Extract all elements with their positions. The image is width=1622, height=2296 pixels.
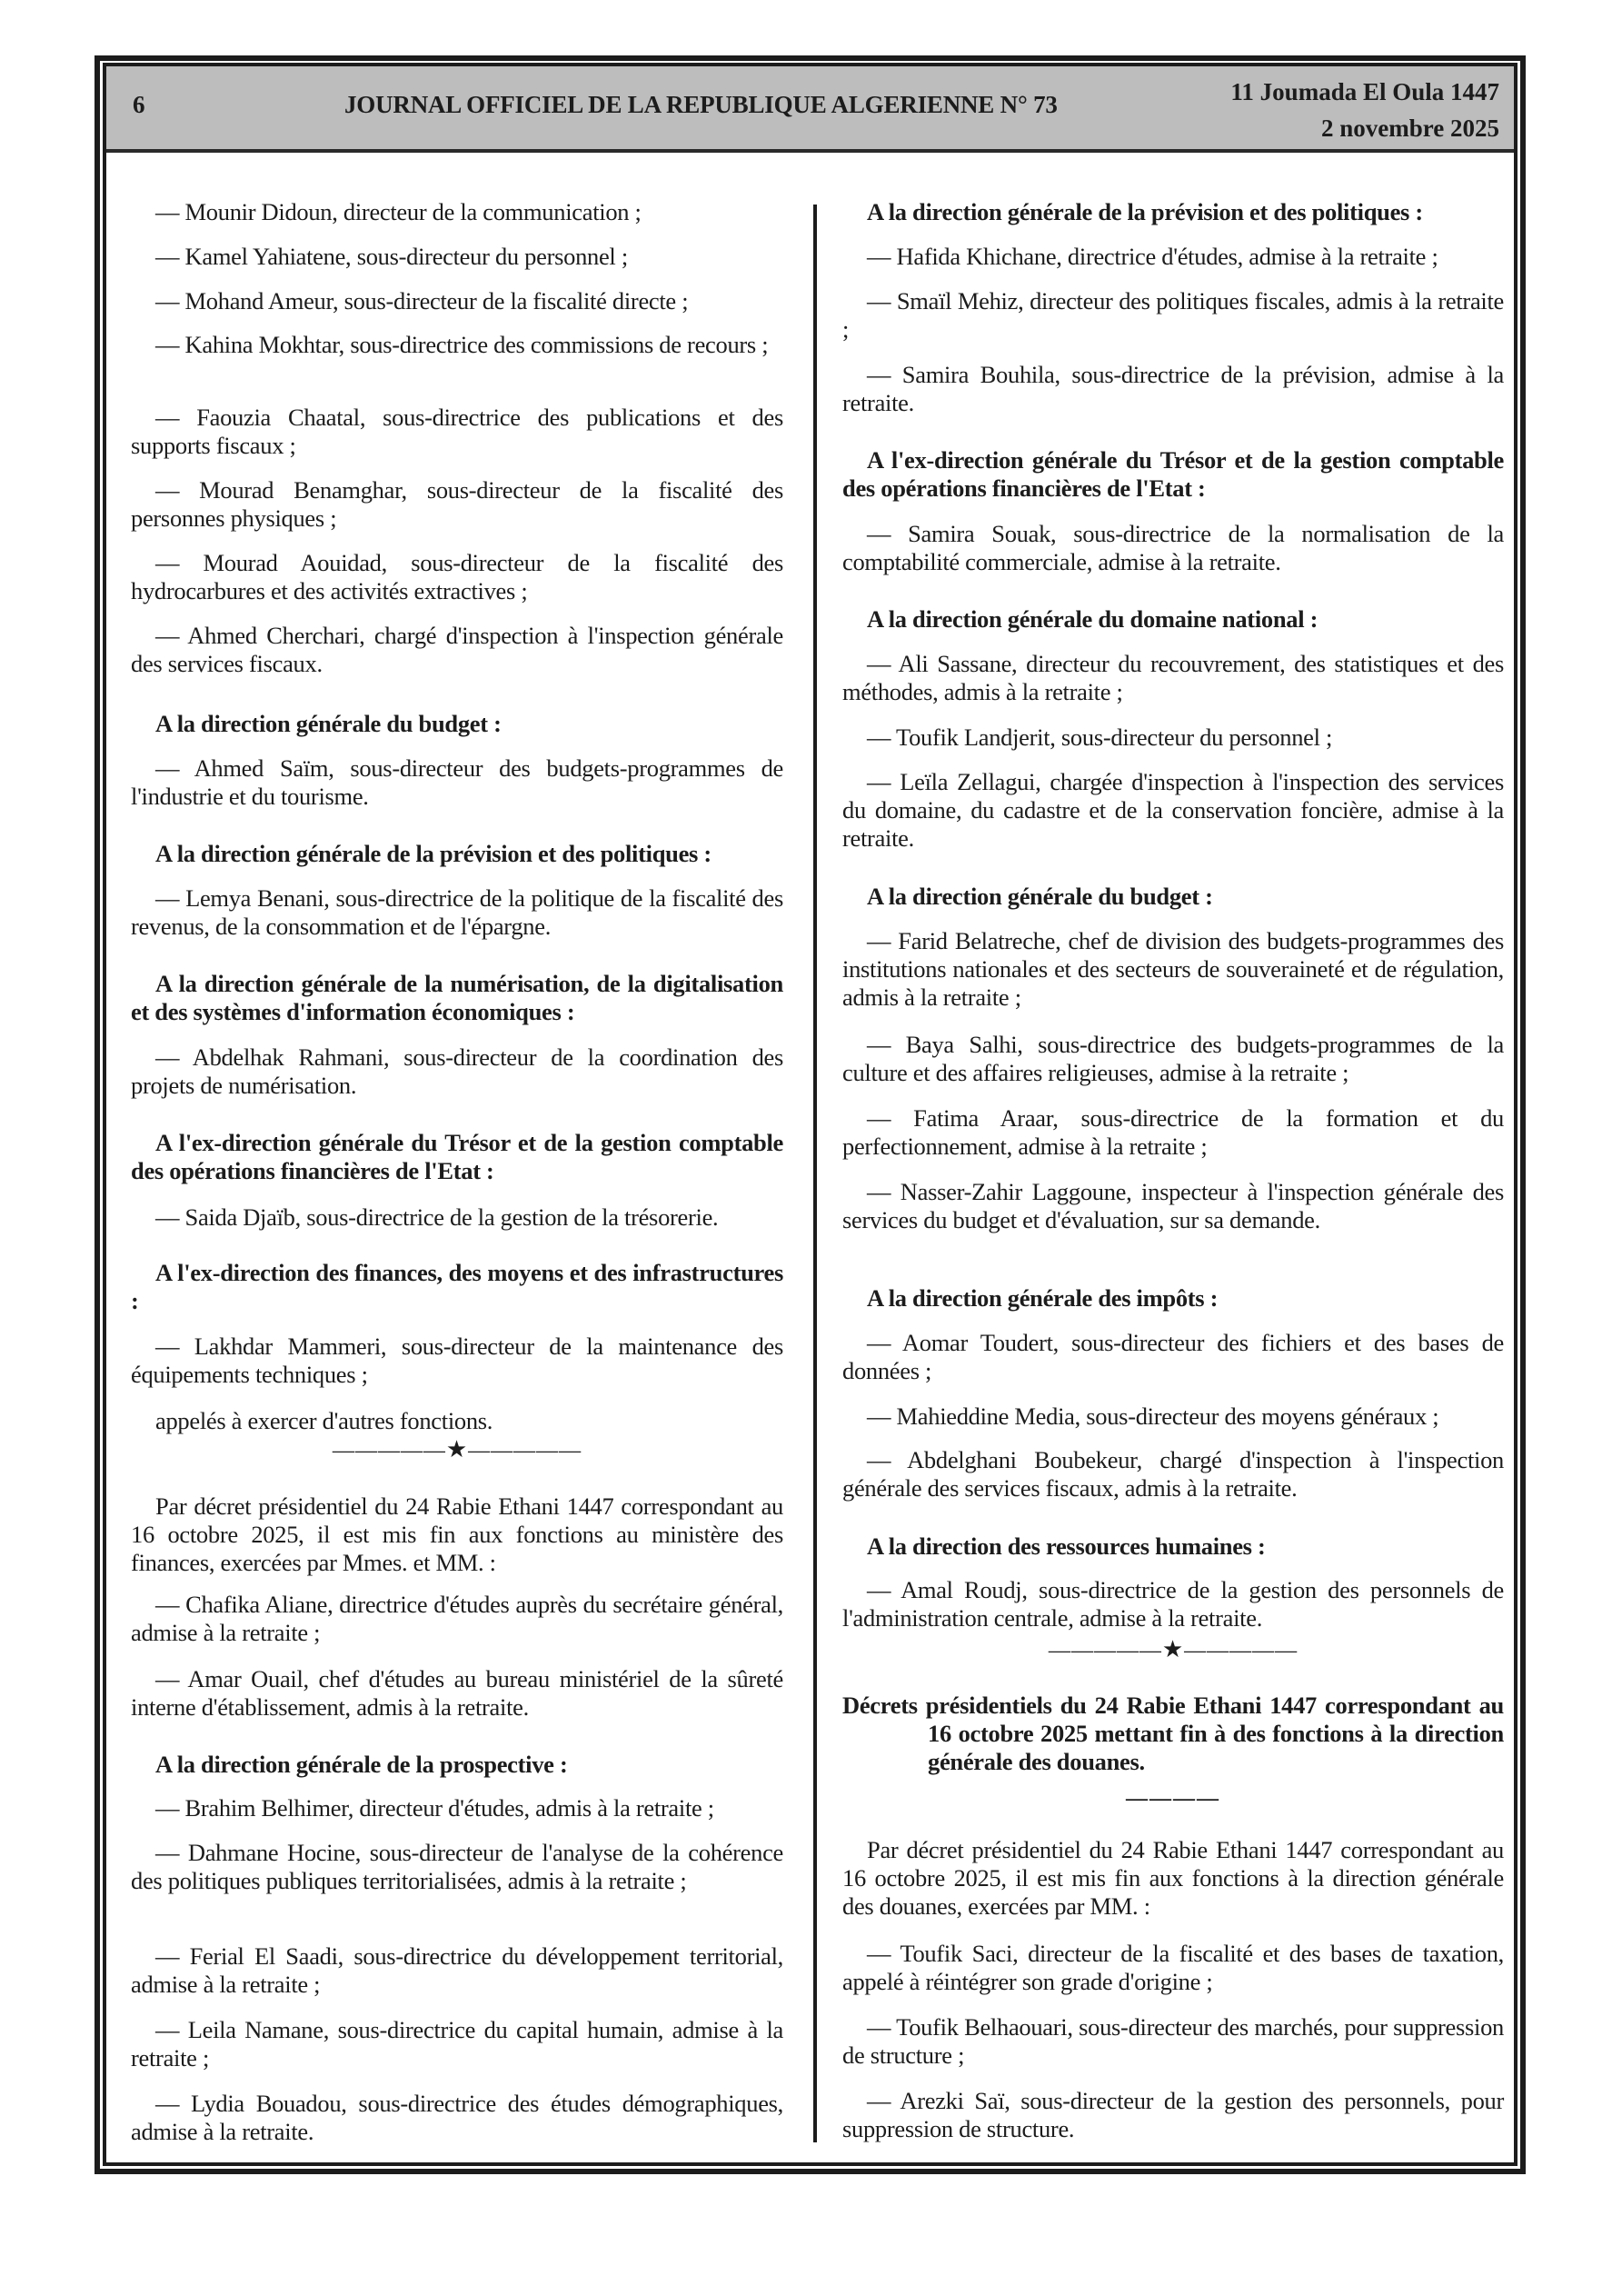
list-item: — Kahina Mokhtar, sous-directrice des commissions de recours ; [155,331,769,358]
list-item: — Baya Salhi, sous-directrice des budgets-programmes de la culture et des affaires religieuses, admise à la retraite ; [842,1031,1504,1086]
decree-title: Décrets présidentiels du 24 Rabie Ethani 1447 correspondant au 16 octobre 2025 mettant fin à des fonctions à la direction générale des douanes. [842,1692,1504,1775]
list-item: — Toufik Saci, directeur de la fiscalité et des bases de taxation, appelé à réintégrer son grade d'origine ; [842,1940,1504,1995]
list-item: — Ahmed Cherchari, chargé d'inspection à l'inspection générale des services fiscaux. [131,622,783,677]
section-heading: A la direction générale des impôts : [867,1284,1219,1312]
section-heading: A l'ex-direction générale du Trésor et de la gestion comptable des opérations financières de l'Etat : [131,1129,783,1184]
list-item: — Saida Djaïb, sous-directrice de la gestion de la trésorerie. [155,1203,719,1231]
list-item: — Ali Sassane, directeur du recouvrement, des statistiques et des méthodes, admis à la retraite ; [842,650,1504,705]
list-item: — Kamel Yahiatene, sous-directeur du personnel ; [155,243,628,270]
list-item: — Abdelghani Boubekeur, chargé d'inspection à l'inspection générale des services fiscaux, admis à la retraite. [842,1446,1504,1502]
section-heading: A la direction générale du domaine national : [867,605,1318,633]
list-item: — Leïla Zellagui, chargée d'inspection à l'inspection des services du domaine, du cadastre et de la conservation foncière, admise à la retraite. [842,768,1504,852]
list-item: — Mahieddine Media, sous-directeur des moyens généraux ; [867,1403,1439,1430]
list-item: — Ferial El Saadi, sous-directrice du développement territorial, admise à la retraite ; [131,1942,783,1998]
section-heading: A la direction générale de la prospective : [155,1751,568,1778]
closing-line: appelés à exercer d'autres fonctions. [155,1407,493,1434]
list-item: — Mourad Aouidad, sous-directeur de la fiscalité des hydrocarbures et des activités extractives ; [131,549,783,604]
list-item: — Samira Bouhila, sous-directrice de la prévision, admise à la retraite. [842,361,1504,416]
list-item: — Samira Souak, sous-directrice de la normalisation de la comptabilité commerciale, admise à la retraite. [842,520,1504,575]
list-item: — Chafika Aliane, directrice d'études auprès du secrétaire général, admise à la retraite ; [131,1591,783,1646]
section-heading: A la direction générale de la prévision et des politiques : [867,198,1423,225]
list-item: — Dahmane Hocine, sous-directeur de l'analyse de la cohérence des politiques publiques territorialisées, admis à la retraite ; [131,1839,783,1894]
star-icon: ★ [1161,1636,1185,1662]
list-item: — Mohand Ameur, sous-directeur de la fiscalité directe ; [155,287,689,314]
list-item: — Mourad Benamghar, sous-directeur de la fiscalité des personnes physiques ; [131,476,783,532]
list-item: — Arezki Saï, sous-directeur de la gestion des personnels, pour suppression de structure. [842,2087,1504,2142]
list-item: — Hafida Khichane, directrice d'études, admise à la retraite ; [867,243,1438,270]
date-hijri: 11 Joumada El Oula 1447 [1230,78,1499,105]
list-item: — Fatima Araar, sous-directrice de la formation et du perfectionnement, admise à la retraite ; [842,1104,1504,1160]
list-item: — Mounir Didoun, directeur de la communication ; [155,198,642,225]
right-column [842,0,1504,2181]
list-item: — Nasser-Zahir Laggoune, inspecteur à l'inspection générale des services du budget et d'évaluation, sur sa demande. [842,1178,1504,1233]
list-item: — Brahim Belhimer, directeur d'études, admis à la retraite ; [155,1794,714,1822]
list-item: — Toufik Belhaouari, sous-directeur des marchés, pour suppression de structure ; [842,2013,1504,2069]
section-heading: A l'ex-direction générale du Trésor et de la gestion comptable des opérations financières de l'Etat : [842,446,1504,502]
list-item: — Aomar Toudert, sous-directeur des fichiers et des bases de données ; [842,1329,1504,1384]
list-item: — Farid Belatreche, chef de division des budgets-programmes des institutions nationales et des secteurs de souveraineté et de régulation, admis à la retraite ; [842,927,1504,1011]
rule-right: ————— [1184,1639,1299,1662]
title-rule: ———— [1126,1787,1220,1811]
column-divider [813,205,817,2142]
decree-paragraph: Par décret présidentiel du 24 Rabie Ethani 1447 correspondant au 16 octobre 2025, il est mis fin aux fonctions à la direction générale des douanes, exercées par MM. : [842,1836,1504,1920]
rule-left: ————— [332,1439,446,1462]
list-item: — Lydia Bouadou, sous-directrice des études démographiques, admise à la retraite. [131,2090,783,2145]
rule-right: ————— [468,1439,582,1462]
section-heading: A la direction générale du budget : [867,883,1213,910]
list-item: — Leila Namane, sous-directrice du capital humain, admise à la retraite ; [131,2016,783,2071]
section-heading: A l'ex-direction des finances, des moyens et des infrastructures : [131,1259,783,1314]
star-icon: ★ [445,1436,469,1462]
left-column [131,0,783,2181]
decree-paragraph: Par décret présidentiel du 24 Rabie Ethani 1447 correspondant au 16 octobre 2025, il est mis fin aux fonctions au ministère des finances, exercées par Mmes. et MM. : [131,1492,783,1576]
date-gregorian: 2 novembre 2025 [1321,115,1499,142]
list-item: — Faouzia Chaatal, sous-directrice des publications et des supports fiscaux ; [131,404,783,459]
list-item: — Amar Ouail, chef d'études au bureau ministériel de la sûreté interne d'établissement, admis à la retraite. [131,1665,783,1721]
list-item: — Smaïl Mehiz, directeur des politiques fiscales, admis à la retraite ; [842,287,1504,343]
list-item: — Toufik Landjerit, sous-directeur du personnel ; [867,724,1333,751]
star-separator [131,1438,783,1462]
journal-title: JOURNAL OFFICIEL DE LA REPUBLIQUE ALGERIENNE N° 73 [344,91,1058,118]
page-number: 6 [133,91,145,118]
section-heading: A la direction générale du budget : [155,710,502,737]
star-separator [842,1638,1504,1662]
list-item: — Lemya Benani, sous-directrice de la politique de la fiscalité des revenus, de la consommation et de l'épargne. [131,884,783,940]
rule-left: ————— [1048,1639,1162,1662]
section-heading: A la direction générale de la prévision et des politiques : [155,840,711,867]
list-item: — Amal Roudj, sous-directrice de la gestion des personnels de l'administration centrale, admise à la retraite. [842,1576,1504,1632]
section-heading: A la direction des ressources humaines : [867,1532,1266,1560]
list-item: — Ahmed Saïm, sous-directeur des budgets-programmes de l'industrie et du tourisme. [131,754,783,810]
section-heading: A la direction générale de la numérisation, de la digitalisation et des systèmes d'information économiques : [131,970,783,1025]
list-item: — Lakhdar Mammeri, sous-directeur de la maintenance des équipements techniques ; [131,1333,783,1388]
list-item: — Abdelhak Rahmani, sous-directeur de la coordination des projets de numérisation. [131,1043,783,1099]
